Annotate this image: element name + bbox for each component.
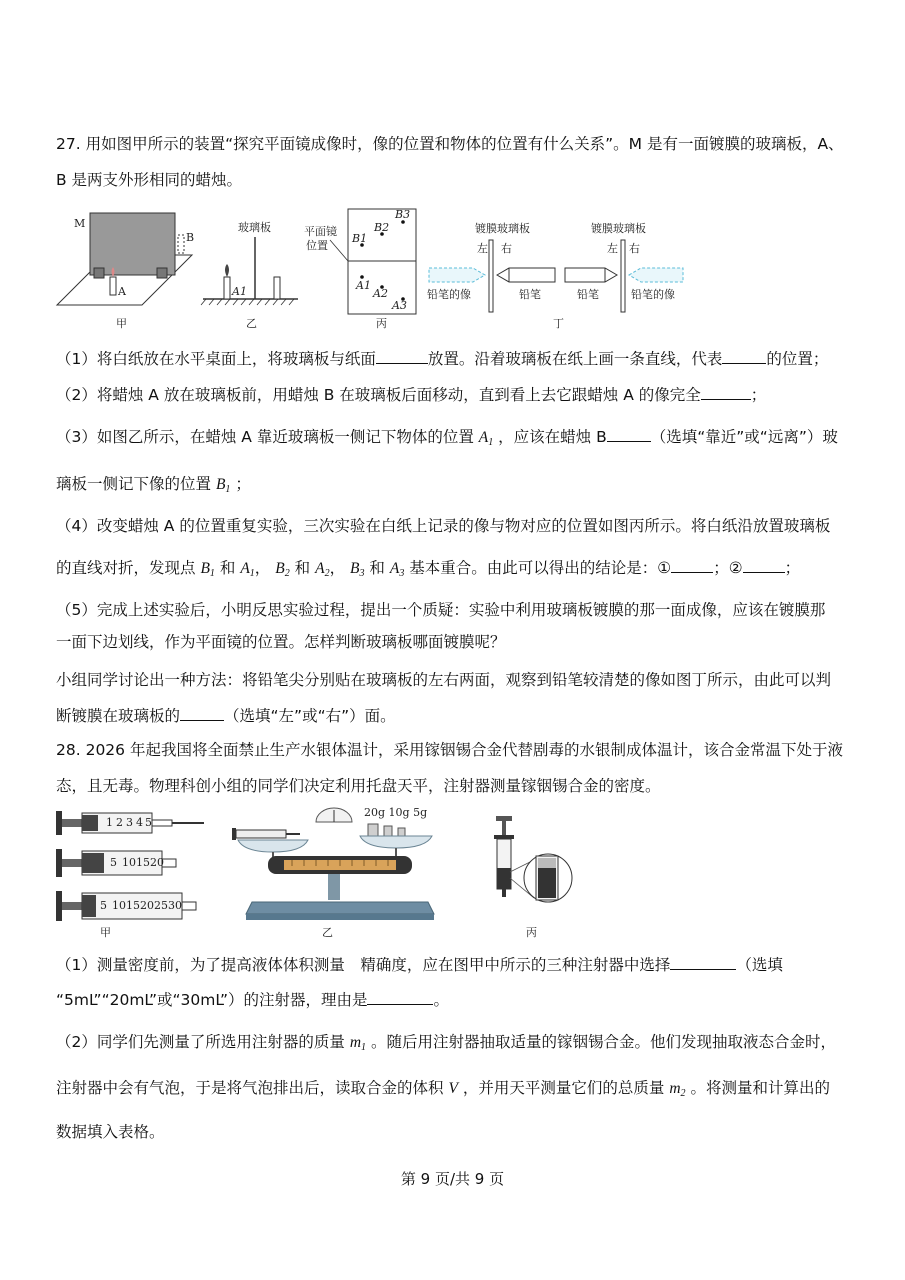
syr2-tick-15: 15 xyxy=(136,856,150,869)
q28-stem-line1: 28. 2026 年起我国将全面禁止生产水银体温计，采用镓铟锡合金代替剧毒的水银制成体温计，该合金常温下处于液 xyxy=(56,741,843,759)
bing-point-a3: A3 xyxy=(392,299,407,312)
q27-part2: （2）将蜡烛 A 放在玻璃板前，用蜡烛 B 在玻璃板后面移动，直到看上去它跟蜡烛 A 的像完全 ； xyxy=(56,386,767,404)
q27-p1-blank1 xyxy=(376,349,428,364)
bing-caption: 丙 xyxy=(376,317,387,330)
q28-part1-line1: （1）测量密度前，为了提高液体体积测量 精确度，应在图甲中所示的三种注射器中选择 （选填 xyxy=(56,956,783,974)
syr3-tick-25: 25 xyxy=(154,899,168,912)
ding-label-image-1: 铅笔的像 xyxy=(427,288,471,301)
q28-figure-jia xyxy=(54,805,214,940)
q28-p1-blank2 xyxy=(367,990,433,1005)
q27-part5-line4: 断镀膜在玻璃板的 （选填“左”或“右”）面。 xyxy=(56,707,396,725)
syr2-tick-5: 5 xyxy=(110,856,117,869)
ding-label-left-glass: 镀膜玻璃板 xyxy=(475,222,530,235)
bing-point-b1: B1 xyxy=(352,232,368,245)
q28-yi-caption: 乙 xyxy=(322,926,333,939)
yi-caption: 乙 xyxy=(246,317,257,330)
q27-p4-blank2 xyxy=(743,558,785,573)
syr3-tick-30: 30 xyxy=(168,899,182,912)
bing-point-a1: A1 xyxy=(356,279,371,292)
q28-bing-caption: 丙 xyxy=(526,926,537,939)
syr2-tick-20: 20 xyxy=(150,856,164,869)
q27-part4-line1: （4）改变蜡烛 A 的位置重复实验，三次实验在白纸上记录的像与物对应的位置如图丙所示。将白纸沿放置玻璃板 xyxy=(56,517,831,535)
q28-figure-bing xyxy=(486,812,581,940)
q27-part1: （1）将白纸放在水平桌面上，将玻璃板与纸面 放置。沿着玻璃板在纸上画一条直线，代表 的位置； xyxy=(56,350,829,368)
syr3-tick-10: 10 xyxy=(112,899,126,912)
q28-stem-line2: 态，且无毒。物理科创小组的同学们决定利用托盘天平，注射器测量镓铟锡合金的密度。 xyxy=(56,777,661,795)
syr2-tick-10: 10 xyxy=(122,856,136,869)
yi-label-glass: 玻璃板 xyxy=(238,221,271,234)
syr1-tick-2: 2 xyxy=(116,816,123,829)
q27-figure-jia xyxy=(52,205,197,330)
jia-label-a: A xyxy=(118,285,126,298)
q28-part2-line2: 注射器中会有气泡，于是将气泡排出后，读取合金的体积 V ，并用天平测量它们的总质量 $m_2$ 。将测量和计算出的 xyxy=(56,1079,830,1099)
syr1-tick-5: 5 xyxy=(145,816,152,829)
ding-label-pencil-1: 铅笔 xyxy=(519,288,541,301)
weights-label: 20g 10g 5g xyxy=(364,806,428,819)
bing-point-b3: B3 xyxy=(395,208,411,221)
q27-part5-line3: 小组同学讨论出一种方法：将铅笔尖分别贴在玻璃板的左右两面，观察到铅笔较清楚的像如图丁所示，由此可以判 xyxy=(56,671,832,689)
ding-label-right-2: 右 xyxy=(629,242,640,255)
bing-label-mirror2: 位置 xyxy=(306,239,328,252)
syringe-30ml xyxy=(56,891,196,921)
ding-label-left-2: 左 xyxy=(607,242,618,255)
q27-p5-blank xyxy=(180,706,224,721)
q27-part3-line1: （3）如图乙所示，在蜡烛 A 靠近玻璃板一侧记下物体的位置 $A_1$ ，应该在蜡烛 B （选填“靠近”或“远离”）玻 xyxy=(56,428,838,448)
jia-caption: 甲 xyxy=(116,317,127,330)
q27-p2-blank xyxy=(701,385,751,400)
q27-stem-line2: B 是两支外形相同的蜡烛。 xyxy=(56,171,243,189)
syr3-tick-5: 5 xyxy=(100,899,107,912)
ding-label-left-1: 左 xyxy=(477,242,488,255)
q27-part3-line2: 璃板一侧记下像的位置 $B_1$ ； xyxy=(56,475,251,495)
q28-part2-line3: 数据填入表格。 xyxy=(56,1123,165,1141)
q28-part2-line1: （2）同学们先测量了所选用注射器的质量 $m_1$ 。随后用注射器抽取适量的镓铟锡合金。他们发现抽取液态合金时， xyxy=(56,1033,836,1053)
q27-part5-line2: 一面下边划线，作为平面镜的位置。怎样判断玻璃板哪面镀膜呢？ xyxy=(56,633,506,651)
ding-label-right-glass: 镀膜玻璃板 xyxy=(591,222,646,235)
page-footer: 第 9 页/共 9 页 xyxy=(400,1170,505,1188)
jia-label-m: M xyxy=(74,217,86,230)
ding-caption: 丁 xyxy=(553,317,564,330)
ding-label-pencil-2: 铅笔 xyxy=(577,288,599,301)
q27-part5-line1: （5）完成上述实验后，小明反思实验过程，提出一个质疑：实验中利用玻璃板镀膜的那一面成像，应该在镀膜那 xyxy=(56,601,826,619)
q27-p1-blank2 xyxy=(722,349,766,364)
syr3-tick-20: 20 xyxy=(140,899,154,912)
bing-label-mirror1: 平面镜 xyxy=(304,225,337,238)
syr1-tick-4: 4 xyxy=(136,816,143,829)
syringe-5ml xyxy=(56,811,204,835)
bing-point-a2: A2 xyxy=(373,287,388,300)
q27-p3-blank xyxy=(607,427,651,442)
q28-jia-caption: 甲 xyxy=(100,926,111,939)
q27-p4-blank1 xyxy=(671,558,713,573)
yi-label-a1: A1 xyxy=(232,285,247,298)
q27-figure-yi xyxy=(198,215,308,330)
syr1-tick-1: 1 xyxy=(106,816,113,829)
bing-point-b2: B2 xyxy=(374,221,390,234)
jia-label-b: B xyxy=(186,231,195,244)
q28-part1-line2: “5mL”“20mL”或“30mL”）的注射器，理由是 。 xyxy=(56,991,449,1009)
q27-part4-line2: 的直线对折，发现点 $B_1$ 和 $A_1$， $B_2$ 和 $A_2$， $B_3$ 和 $A_3$ 基本重合。由此可以得出的结论是：① ；② ； xyxy=(56,559,801,579)
syringe-20ml xyxy=(56,849,176,877)
syr1-tick-3: 3 xyxy=(126,816,133,829)
ding-label-image-2: 铅笔的像 xyxy=(631,288,675,301)
q28-figure-yi xyxy=(228,802,458,940)
q27-stem-line1: 27. 用如图甲所示的装置“探究平面镜成像时，像的位置和物体的位置有什么关系”。M 是有一面镀膜的玻璃板，A、 xyxy=(56,135,844,153)
q27-figure-bing xyxy=(300,205,420,330)
q27-figure-ding xyxy=(425,218,690,330)
q28-p1-blank1 xyxy=(670,955,736,970)
ding-label-right-1: 右 xyxy=(501,242,512,255)
syr3-tick-15: 15 xyxy=(126,899,140,912)
